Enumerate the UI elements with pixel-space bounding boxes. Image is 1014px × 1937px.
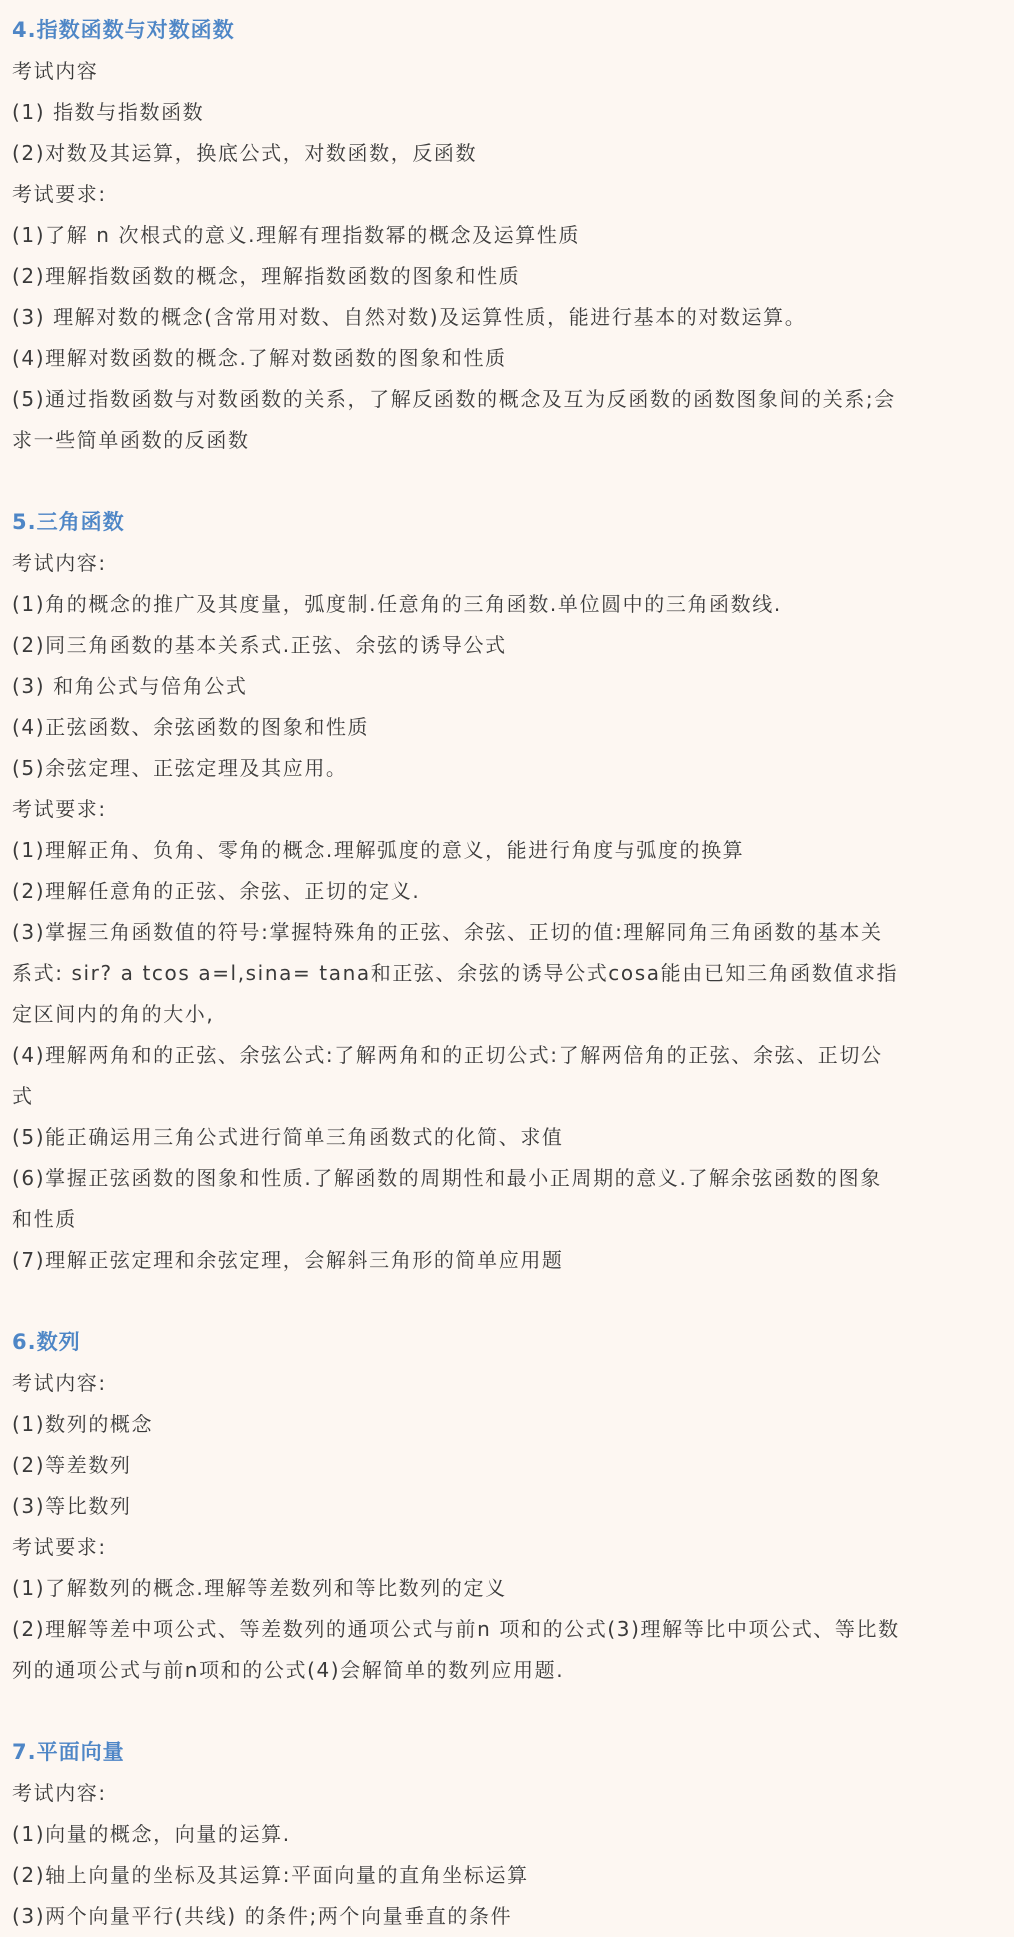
text-line: (3)掌握三角函数值的符号:掌握特殊角的正弦、余弦、正切的值:理解同角三角函数的基本关 bbox=[12, 920, 883, 944]
text-line: (7)理解正弦定理和余弦定理，会解斜三角形的简单应用题 bbox=[12, 1248, 564, 1272]
text-line: 和性质 bbox=[12, 1207, 77, 1231]
text-line: (1) 指数与指数函数 bbox=[12, 100, 205, 124]
text-line: (5)余弦定理、正弦定理及其应用。 bbox=[12, 756, 348, 780]
text-line: (2)理解等差中项公式、等差数列的通项公式与前n 项和的公式(3)理解等比中项公式、等比数 bbox=[12, 1617, 900, 1641]
text-line: (4)理解对数函数的概念.了解对数函数的图象和性质 bbox=[12, 346, 507, 370]
section-heading: 6.数列 bbox=[12, 1330, 81, 1354]
text-line: 考试内容: bbox=[12, 551, 107, 575]
text-line: (3)等比数列 bbox=[12, 1494, 132, 1518]
text-line: 求一些简单函数的反函数 bbox=[12, 428, 250, 452]
text-line: (3) 理解对数的概念(含常用对数、自然对数)及运算性质，能进行基本的对数运算。 bbox=[12, 305, 807, 329]
text-line: (2)对数及其运算，换底公式，对数函数，反函数 bbox=[12, 141, 478, 165]
text-line: (3) 和角公式与倍角公式 bbox=[12, 674, 248, 698]
section-heading: 7.平面向量 bbox=[12, 1740, 125, 1764]
text-line: (3)两个向量平行(共线) 的条件;两个向量垂直的条件 bbox=[12, 1904, 513, 1928]
text-line: 定区间内的角的大小, bbox=[12, 1002, 215, 1026]
text-line: 列的通项公式与前n项和的公式(4)会解简单的数列应用题. bbox=[12, 1658, 565, 1682]
section-exponential-logarithmic bbox=[12, 10, 1002, 461]
text-line: (1)角的概念的推广及其度量，弧度制.任意角的三角函数.单位圆中的三角函数线. bbox=[12, 592, 782, 616]
text-line: (6)掌握正弦函数的图象和性质.了解函数的周期性和最小正周期的意义.了解余弦函数的图象 bbox=[12, 1166, 882, 1190]
text-line: (4)理解两角和的正弦、余弦公式:了解两角和的正切公式:了解两倍角的正弦、余弦、正切公 bbox=[12, 1043, 883, 1067]
text-line: 考试内容: bbox=[12, 1371, 107, 1395]
section-sequences bbox=[12, 1322, 1002, 1691]
section-heading: 5.三角函数 bbox=[12, 510, 125, 534]
text-line: 系式: sir? a tcos a=l,sina= tana和正弦、余弦的诱导公式cosa能由已知三角函数值求指 bbox=[12, 961, 899, 985]
text-line: (2)同三角函数的基本关系式.正弦、余弦的诱导公式 bbox=[12, 633, 507, 657]
text-line: (1)了解数列的概念.理解等差数列和等比数列的定义 bbox=[12, 1576, 507, 1600]
text-line: 考试内容 bbox=[12, 59, 99, 83]
text-line: (4)正弦函数、余弦函数的图象和性质 bbox=[12, 715, 370, 739]
section-plane-vectors bbox=[12, 1732, 1002, 1937]
text-line: (1)了解 n 次根式的意义.理解有理指数幂的概念及运算性质 bbox=[12, 223, 581, 247]
text-line: 考试要求: bbox=[12, 1535, 107, 1559]
section-heading: 4.指数函数与对数函数 bbox=[12, 18, 235, 42]
text-line: (5)通过指数函数与对数函数的关系，了解反函数的概念及互为反函数的函数图象间的关系;会 bbox=[12, 387, 896, 411]
text-line: (1)数列的概念 bbox=[12, 1412, 154, 1436]
text-line: (1)向量的概念，向量的运算. bbox=[12, 1822, 291, 1846]
text-line: 式 bbox=[12, 1084, 34, 1108]
text-line: 考试内容: bbox=[12, 1781, 107, 1805]
text-line: (2)理解指数函数的概念，理解指数函数的图象和性质 bbox=[12, 264, 521, 288]
text-line: (1)理解正角、负角、零角的概念.理解弧度的意义，能进行角度与弧度的换算 bbox=[12, 838, 745, 862]
text-line: (2)等差数列 bbox=[12, 1453, 132, 1477]
text-line: 考试要求: bbox=[12, 797, 107, 821]
text-line: 考试要求: bbox=[12, 182, 107, 206]
text-line: (2)轴上向量的坐标及其运算:平面向量的直角坐标运算 bbox=[12, 1863, 529, 1887]
text-line: (5)能正确运用三角公式进行简单三角函数式的化简、求值 bbox=[12, 1125, 564, 1149]
section-trigonometric-functions bbox=[12, 502, 1002, 1281]
text-line: (2)理解任意角的正弦、余弦、正切的定义. bbox=[12, 879, 421, 903]
